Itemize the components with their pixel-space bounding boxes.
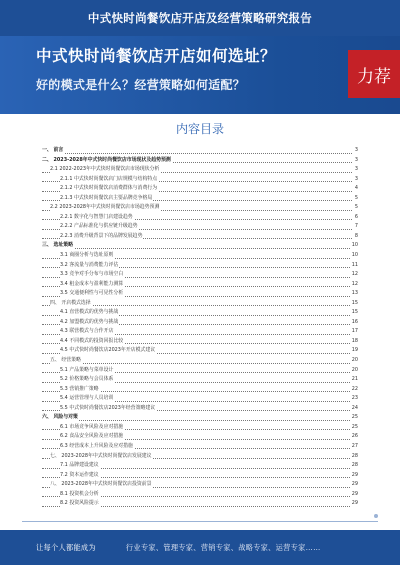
toc-entry[interactable] (42, 480, 358, 490)
toc-entry[interactable] (42, 394, 358, 404)
toc-entry-label: 六、 风险与对策 (42, 413, 79, 423)
toc-entry-page: 3 (354, 165, 358, 175)
toc-entry-label: 3.5 交通便利性与可见性分析 (60, 289, 124, 299)
brand-badge: 力荐 (348, 50, 400, 98)
toc-entry[interactable] (42, 280, 358, 290)
toc-entry-page: 4 (354, 184, 358, 194)
toc-entry-label: 3.4 租金成本与盈利能力测算 (60, 280, 124, 290)
toc-entry-label: 6.3 经营成本上升风险及应对措施 (60, 442, 134, 452)
toc-entry-label: 4.2 加盟模式的优势与挑战 (60, 318, 119, 328)
toc-entry-page: 19 (351, 346, 358, 356)
footer-dot (374, 514, 378, 518)
toc-entry-page: 10 (351, 251, 358, 261)
toc-entry[interactable] (42, 308, 358, 318)
footer-divider (22, 521, 378, 522)
toc-entry-label: 3.1 商圈分析与选址原则 (60, 251, 114, 261)
toc-entry-label: 四、 开店模式选择 (50, 299, 92, 309)
toc-entry[interactable] (42, 461, 358, 471)
toc-entry-page: 12 (351, 270, 358, 280)
toc-entry-page: 21 (351, 375, 358, 385)
hero-subtitle: 好的模式是什么？经营策略如何适配？ (36, 78, 246, 92)
toc-entry-label: 2.2.1 数字化与智慧门店建设趋势 (60, 213, 134, 223)
toc-entry[interactable] (42, 261, 358, 271)
toc-entry[interactable] (42, 289, 358, 299)
toc-entry[interactable] (42, 184, 358, 194)
toc-entry-label: 2.1 2022-2023年中式快时尚餐饮店市场现状分析 (50, 165, 160, 175)
toc-entry[interactable] (42, 213, 358, 223)
toc-entry[interactable] (42, 146, 358, 156)
toc-entry-label: 5.4 运营管理与人员培训 (60, 394, 114, 404)
toc-entry-label: 4.1 直营模式的优势与挑战 (60, 308, 119, 318)
toc-entry-label: 5.5 中式快时尚餐饮店2023年经营策略建议 (60, 404, 156, 414)
toc-entry[interactable] (42, 432, 358, 442)
report-header (0, 0, 400, 36)
toc-entry-page: 8 (354, 232, 358, 242)
toc-entry-label: 2.1.3 中式快时尚餐饮店主要品牌竞争格局 (60, 194, 153, 204)
toc-entry[interactable] (42, 175, 358, 185)
toc-entry-page: 3 (354, 146, 358, 156)
toc-entry[interactable] (42, 194, 358, 204)
toc-entry-page: 29 (351, 499, 358, 509)
toc-entry[interactable] (42, 222, 358, 232)
toc-entry-label: 4.3 联营模式与合作开店 (60, 327, 114, 337)
toc-entry[interactable] (42, 452, 358, 462)
toc-entry-label: 七、 2023-2028年中式快时尚餐饮店发展建议 (50, 452, 153, 462)
toc-entry[interactable] (42, 203, 358, 213)
toc-entry[interactable] (42, 471, 358, 481)
toc-entry-page: 3 (354, 175, 358, 185)
toc-entry-page: 22 (351, 385, 358, 395)
toc-entry-label: 八、 2023-2028年中式快时尚餐饮店投资前景 (50, 480, 153, 490)
toc-entry-page: 26 (351, 432, 358, 442)
toc-entry[interactable] (42, 165, 358, 175)
toc-entry-page: 29 (351, 471, 358, 481)
toc-entry-label: 8.2 投资风险提示 (60, 499, 100, 509)
toc-entry[interactable] (42, 413, 358, 423)
toc-entry[interactable] (42, 299, 358, 309)
hero-banner (0, 36, 400, 114)
toc-entry-label: 2.2.2 产品标准化与供应链升级趋势 (60, 222, 139, 232)
toc-entry-page: 27 (351, 442, 358, 452)
toc-entry-page: 28 (351, 452, 358, 462)
toc-entry[interactable] (42, 442, 358, 452)
toc-entry-label: 三、 选址策略 (42, 241, 74, 251)
toc-entry-page: 20 (351, 356, 358, 366)
toc-entry-page: 29 (351, 480, 358, 490)
toc-entry-page: 16 (351, 318, 358, 328)
toc-entry-label: 4.4 不同模式的投资回报比较 (60, 337, 124, 347)
toc-heading: 内容目录 (175, 122, 224, 136)
toc-entry-page: 25 (351, 423, 358, 433)
toc-entry[interactable] (42, 251, 358, 261)
toc-entry-page: 23 (351, 394, 358, 404)
toc-entry[interactable] (42, 232, 358, 242)
toc-entry[interactable] (42, 318, 358, 328)
footer-slogan: 让每个人都能成为 (36, 542, 96, 552)
toc-entry-label: 7.1 品牌建设建议 (60, 461, 100, 471)
toc-entry-label: 2.1.1 中式快时尚餐饮店门店规模与结构特点 (60, 175, 158, 185)
toc-entry-page: 11 (351, 261, 358, 271)
toc-entry-page: 12 (351, 280, 358, 290)
toc-entry-label: 8.1 投资机会分析 (60, 490, 100, 500)
toc-entry-label: 2.1.2 中式快时尚餐饮店消费群体与消费行为 (60, 184, 158, 194)
toc-entry[interactable] (42, 375, 358, 385)
toc-entry[interactable] (42, 385, 358, 395)
toc-entry-label: 5.2 价格策略与会员体系 (60, 375, 114, 385)
toc-entry[interactable] (42, 337, 358, 347)
toc-entry-label: 3.3 竞争对手分布与市场空白 (60, 270, 124, 280)
toc-entry[interactable] (42, 423, 358, 433)
toc-entry-page: 28 (351, 461, 358, 471)
toc-entry-label: 2.2.3 消费升级背景下的品牌发展趋势 (60, 232, 143, 242)
toc-entry-page: 10 (351, 241, 358, 251)
toc-entry[interactable] (42, 490, 358, 500)
toc-entry-page: 18 (351, 337, 358, 347)
report-title: 中式快时尚餐饮店开店及经营策略研究报告 (87, 11, 313, 25)
toc-entry[interactable] (42, 270, 358, 280)
footer-bar (0, 530, 400, 565)
toc-entry-label: 6.2 食品安全风险及应对措施 (60, 432, 124, 442)
toc-leader-dots (42, 363, 352, 364)
toc-entry[interactable] (42, 404, 358, 414)
toc-entry-page: 25 (351, 413, 358, 423)
toc-entry[interactable] (42, 241, 358, 251)
toc-entry-page: 17 (351, 327, 358, 337)
toc-entry[interactable] (42, 346, 358, 356)
toc-entry-page: 15 (351, 299, 358, 309)
toc-entry-page: 3 (354, 156, 358, 166)
toc-leader-dots (42, 248, 352, 249)
toc-entry-label: 7.2 资本运作建议 (60, 471, 100, 481)
toc-entry-label: 二、 2023-2028年中式快时尚餐饮店市场现状及趋势预测 (42, 156, 172, 166)
toc-leader-dots (42, 153, 352, 154)
toc-entry-label: 6.1 市场竞争风险及应对措施 (60, 423, 124, 433)
toc-entry-page: 5 (354, 194, 358, 204)
toc-entry[interactable] (42, 356, 358, 366)
toc-entry[interactable] (42, 499, 358, 509)
toc-entry-label: 5.3 营销推广策略 (60, 385, 100, 395)
toc-entry-page: 20 (351, 366, 358, 376)
toc-entry-page: 29 (351, 490, 358, 500)
footer-roles: 行业专家、管理专家、营销专家、战略专家、运营专家…… (125, 542, 321, 552)
toc-entry-label: 5.1 产品策略与菜单设计 (60, 366, 114, 376)
toc-entry[interactable] (42, 366, 358, 376)
table-of-contents (42, 146, 358, 509)
toc-entry-label: 2.2 2023-2028年中式快时尚餐饮店市场趋势预测 (50, 203, 160, 213)
toc-entry-label: 五、 经营策略 (50, 356, 82, 366)
toc-leader-dots (42, 420, 352, 421)
toc-entry-page: 6 (354, 213, 358, 223)
hero-title: 中式快时尚餐饮店开店如何选址？ (36, 47, 277, 65)
toc-entry[interactable] (42, 156, 358, 166)
toc-entry-page: 13 (351, 289, 358, 299)
toc-entry[interactable] (42, 327, 358, 337)
toc-entry-page: 15 (351, 308, 358, 318)
toc-entry-page: 7 (354, 222, 358, 232)
toc-entry-page: 24 (351, 404, 358, 414)
toc-entry-page: 5 (354, 203, 358, 213)
toc-entry-label: 3.2 客流量与消费能力评估 (60, 261, 119, 271)
toc-entry-label: 一、 前言 (42, 146, 64, 156)
toc-entry-label: 4.5 中式快时尚餐饮店2023年开店模式建议 (60, 346, 156, 356)
